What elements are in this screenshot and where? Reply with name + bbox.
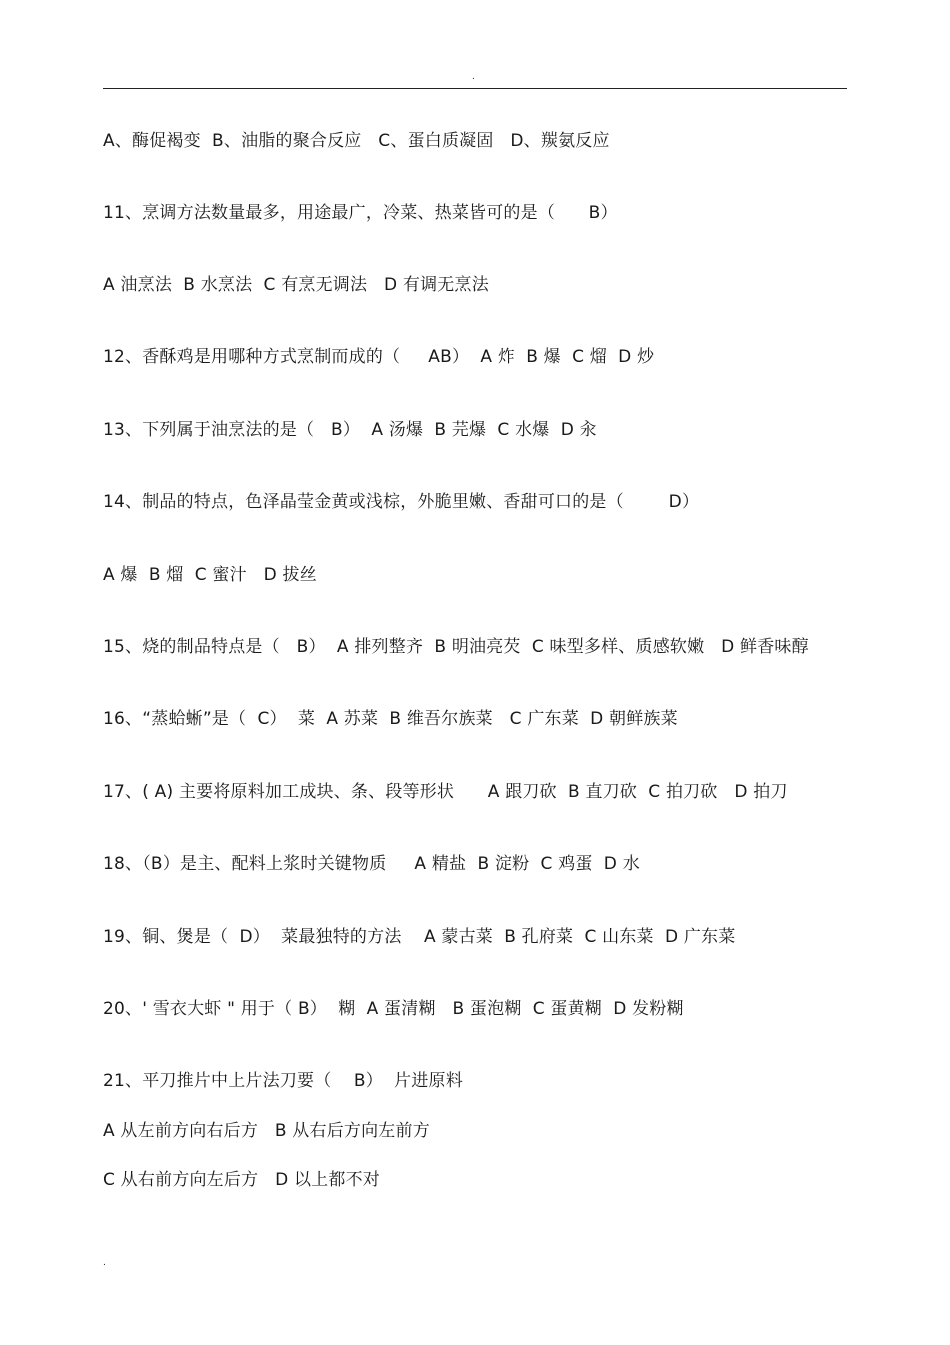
- question-21-options-ab: A 从左前方向右后方 B 从右后方向左前方: [103, 1121, 430, 1141]
- question-11: 11、烹调方法数量最多，用途最广，冷菜、热菜皆可的是（ B）: [103, 203, 618, 223]
- header-rule: [103, 88, 847, 89]
- question-11-options: A 油烹法 B 水烹法 C 有烹无调法 D 有调无烹法: [103, 275, 489, 295]
- question-18: 18、（B）是主、配料上浆时关键物质 A 精盐 B 淀粉 C 鸡蛋 D 水: [103, 854, 640, 874]
- question-10-options: A、酶促褐变 B、油脂的聚合反应 C、蛋白质凝固 D、羰氨反应: [103, 131, 610, 151]
- question-15: 15、烧的制品特点是（ B） A 排列整齐 B 明油亮芡 C 味型多样、质感软嫩 D 鲜香味醇: [103, 637, 809, 657]
- footer-mark: .: [103, 1258, 106, 1268]
- question-16: 16、“蒸蛤蜥”是（ C） 菜 A 苏菜 B 维吾尔族菜 C 广东菜 D 朝鲜族菜: [103, 709, 678, 729]
- question-21: 21、平刀推片中上片法刀要（ B） 片进原料: [103, 1071, 463, 1091]
- question-13: 13、下列属于油烹法的是（ B） A 汤爆 B 芫爆 C 水爆 D 汆: [103, 420, 597, 440]
- question-12: 12、香酥鸡是用哪种方式烹制而成的（ AB） A 炸 B 爆 C 熘 D 炒: [103, 347, 655, 367]
- question-20: 20、' 雪衣大虾 " 用于（ B） 糊 A 蛋清糊 B 蛋泡糊 C 蛋黄糊 D 发粉糊: [103, 999, 684, 1019]
- question-21-options-cd: C 从右前方向左后方 D 以上都不对: [103, 1170, 380, 1190]
- question-14: 14、制品的特点，色泽晶莹金黄或浅棕，外脆里嫩、香甜可口的是（ D）: [103, 492, 700, 512]
- header-mark: .: [472, 72, 475, 82]
- question-17: 17、( A) 主要将原料加工成块、条、段等形状 A 跟刀砍 B 直刀砍 C 拍刀砍 D 拍刀: [103, 782, 788, 802]
- question-14-options: A 爆 B 熘 C 蜜汁 D 拔丝: [103, 565, 317, 585]
- question-19: 19、铜、煲是（ D） 菜最独特的方法 A 蒙古菜 B 孔府菜 C 山东菜 D 广东菜: [103, 927, 736, 947]
